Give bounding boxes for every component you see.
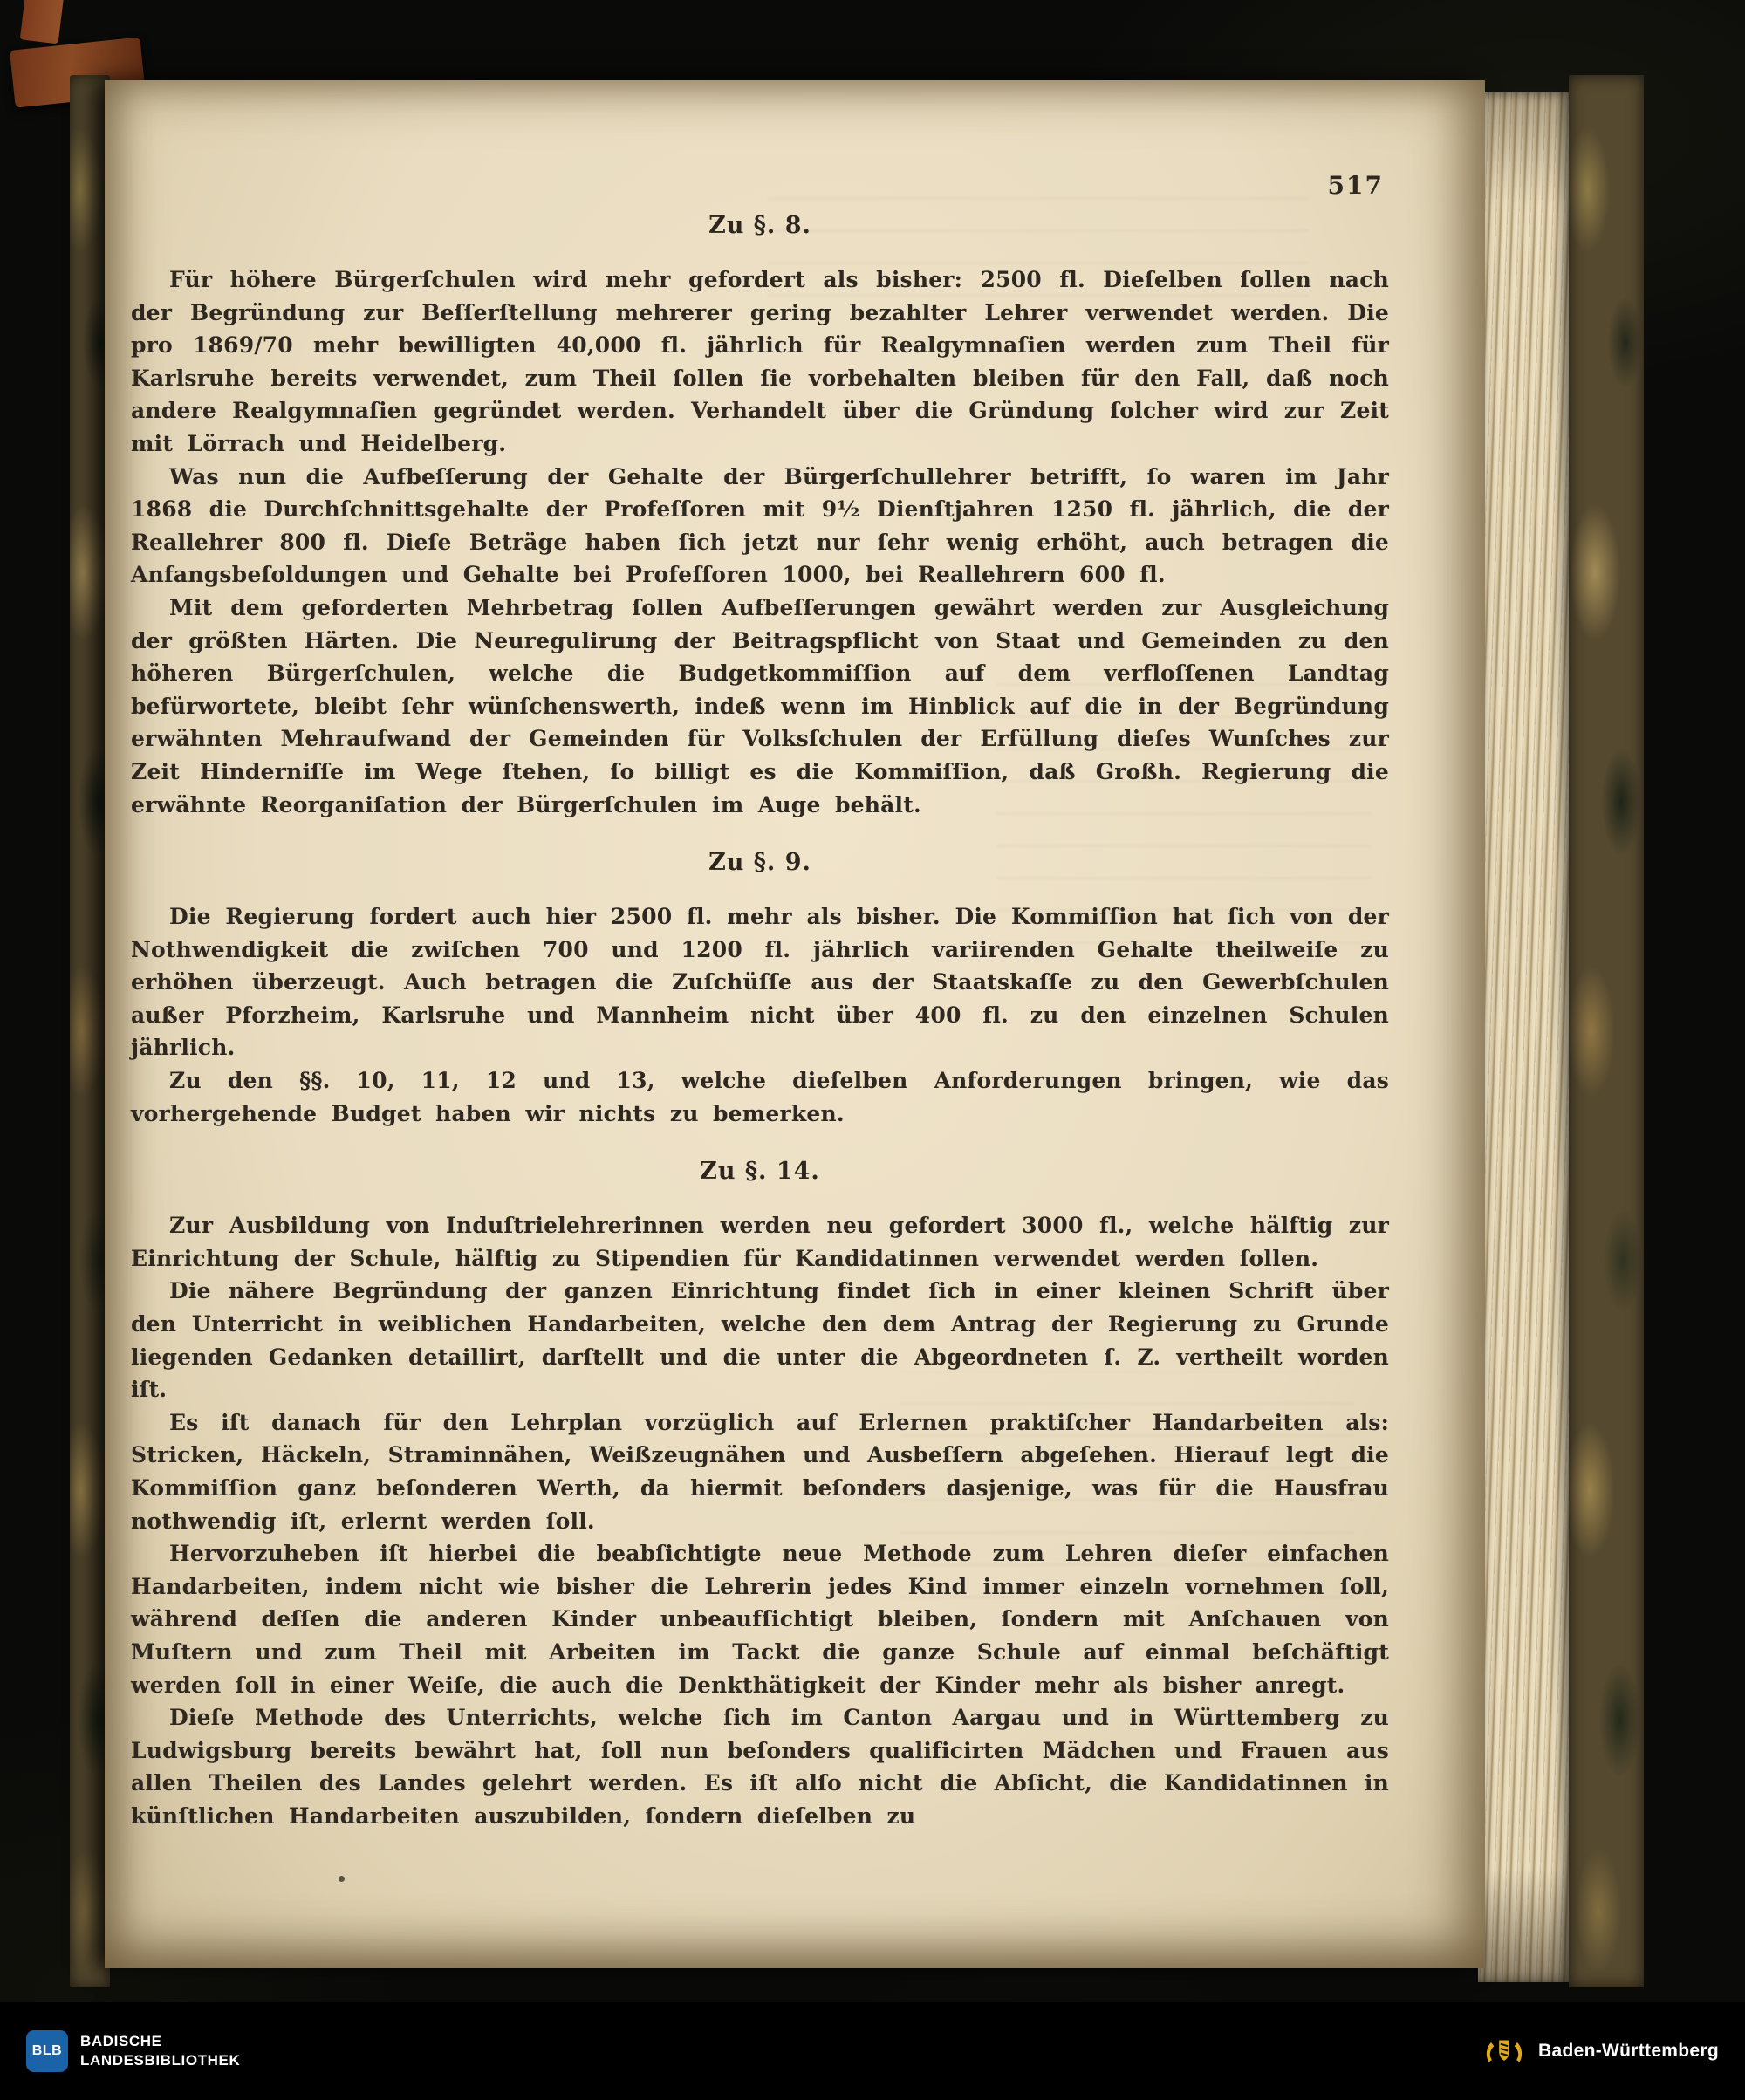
page-number: 517 <box>1327 171 1384 200</box>
paragraph: Für höhere Bürgerſchulen wird mehr gefordert als bisher: 2500 fl. Dieſelben ſollen nach der Begründung zur Beſſerſtellung mehrerer gering bezahlter Lehrer verwendet werden. Die pro 1869/70 mehr bewilligten 40,000 fl. jährlich für Realgymnaſien werden zum Theil für Karlsruhe bereits verwendet, zum Theil ſollen ſie vorbehalten bleiben für den Fall, daß noch andere Realgymnaſien gegründet werden. Verhandelt über die Gründung ſolcher wird zur Zeit mit Lörrach und Heidelberg. <box>131 267 1389 456</box>
section-heading-9: Zu §. 9. <box>708 849 811 877</box>
library-name-line2: LANDESBIBLIOTHEK <box>80 2052 241 2069</box>
paragraph: Hervorzuheben iſt hierbei die beabſichtigte neue Methode zum Lehren dieſer einfachen Handarbeiten, indem nicht wie bisher die Lehrerin jedes Kind immer einzeln vornehmen ſoll, während deſſen die anderen Kinder unbeaufſichtigt bleiben, ſondern mit Anſchauen von Muſtern und zum Theil mit Arbeiten im Tackt die ganze Schule auf einmal beſchäftigt werden ſoll in einer Weiſe, die auch die Denkthätigkeit der Kinder mehr als bisher anregt. <box>131 1541 1389 1698</box>
paper-speck <box>339 1876 345 1882</box>
viewer-footer <box>0 2002 1745 2100</box>
page-edges-stack <box>1478 92 1570 1982</box>
paragraph: Zur Ausbildung von Induſtrielehrerinnen werden neu gefordert 3000 fl., welche hälftig zur Einrichtung der Schule, hälftig zu Stipendien für Kandidatinnen verwendet werden ſollen. <box>131 1213 1389 1271</box>
state-brand <box>1482 2036 1719 2066</box>
blb-logo-text: BLB <box>31 2043 63 2058</box>
library-name <box>80 2032 240 2070</box>
paragraph: Die Regierung fordert auch hier 2500 fl. mehr als bisher. Die Kommiſſion hat ſich von der Nothwendigkeit die zwiſchen 700 und 1200 fl. jährlich variirenden Gehalte theilweiſe zu erhöhen überzeugt. Auch betragen die Zuſchüſſe aus der Staatskaſſe zu den Gewerbſchulen außer Pforzheim, Karlsruhe und Mannheim nicht über 400 fl. zu den einzelnen Schulen jährlich. <box>131 904 1389 1061</box>
paragraph: Die nähere Begründung der ganzen Einrichtung findet ſich in einer kleinen Schrift über den Unterricht in weiblichen Handarbeiten, welche den dem Antrag der Regierung zu Grunde liegenden Gedanken detaillirt, darſtellt und die unter die Abgeordneten ſ. Z. vertheilt worden iſt. <box>131 1278 1389 1403</box>
state-name: Baden-Württemberg <box>1538 2041 1719 2061</box>
leather-spine-fragment <box>20 0 64 44</box>
section-heading-14: Zu §. 14. <box>700 1158 820 1186</box>
paragraph: Mit dem geforderten Mehrbetrag ſollen Aufbeſſerungen gewährt werden zur Ausgleichung der größten Härten. Die Neuregulirung der Beitragspflicht von Staat und Gemeinden zu den höheren Bürgerſchulen, welche die Budgetkommiſſion auf dem verfloſſenen Landtag befürwortete, bleibt ſehr wünſchenswerth, indeß wenn im Hinblick auf die in der Begründung erwähnten Mehraufwand der Gemeinden für Volksſchulen der Erfüllung dieſes Wunſches zur Zeit Hinderniſſe im Wege ſtehen, ſo billigt es die Kommiſſion, daß Großh. Regierung die erwähnte Reorganiſation der Bürgerſchulen im Auge behält. <box>131 594 1389 817</box>
library-brand <box>26 2030 240 2072</box>
blb-logo <box>26 2030 68 2072</box>
book-page <box>105 80 1485 1968</box>
paragraph: Was nun die Aufbeſſerung der Gehalte der Bürgerſchullehrer betrifft, ſo waren im Jahr 1868 die Durchſchnittsgehalte der Profeſſoren mit 9½ Dienſtjahren 1250 fl. jährlich, die der Reallehrer 800 fl. Dieſe Beträge haben ſich jetzt nur ſehr wenig erhöht, auch betragen die Anfangsbeſoldungen und Gehalte bei Profeſſoren 1000, bei Reallehrern 600 fl. <box>131 463 1389 588</box>
section-heading-8: Zu §. 8. <box>708 212 811 239</box>
baden-wuerttemberg-coat-of-arms-icon <box>1482 2036 1526 2066</box>
paragraph: Es iſt danach für den Lehrplan vorzüglich auf Erlernen praktiſcher Handarbeiten als: Stricken, Häckeln, Straminnähen, Weißzeugnähen und Ausbeſſern abgeſehen. Hierauf legt die Kommiſſion ganz beſonderen Werth, da hiermit beſonders dasjenige, was für die Hausfrau nothwendig iſt, erlernt werden ſoll. <box>131 1409 1389 1534</box>
library-name-line1: BADISCHE <box>80 2032 162 2049</box>
paragraph: Zu den §§. 10, 11, 12 und 13, welche dieſelben Anforderungen bringen, wie das vorhergehende Budget haben wir nichts zu bemerken. <box>131 1068 1389 1126</box>
marbled-endpaper-right <box>1569 75 1644 1987</box>
paragraph: Dieſe Methode des Unterrichts, welche ſich im Canton Aargau und in Württemberg zu Ludwigsburg bereits bewährt hat, ſoll nun beſonders qualificirten Mädchen und Frauen aus allen Theilen des Landes gelehrt werden. Es iſt alſo nicht die Abſicht, die Kandidatinnen in künſtlichen Handarbeiten auszubilden, ſondern dieſelben zu <box>131 1705 1389 1829</box>
